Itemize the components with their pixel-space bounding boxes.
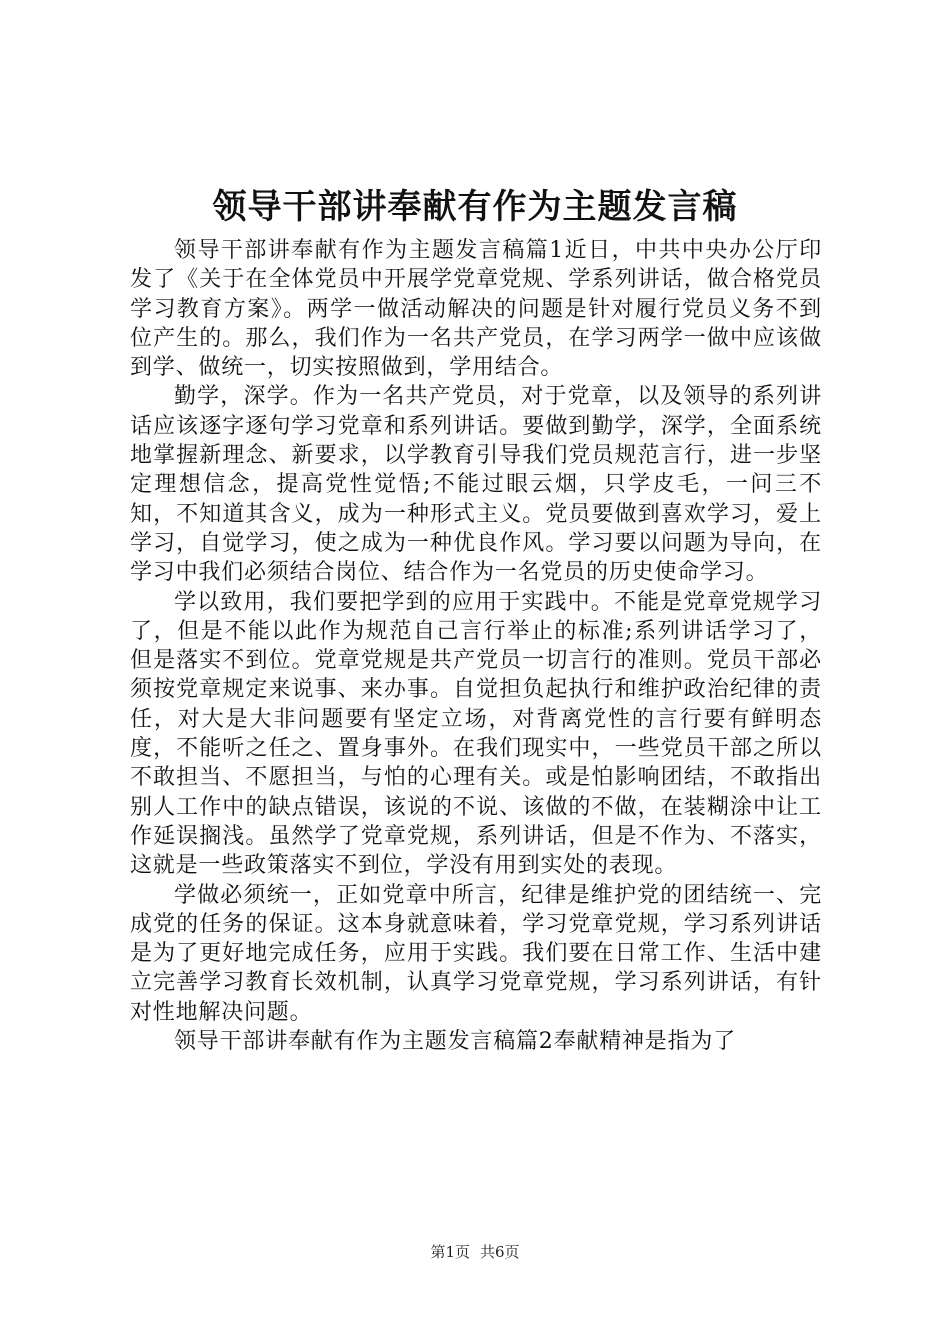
- document-title: 领导干部讲奉献有作为主题发言稿: [212, 187, 738, 227]
- page-number-current: 第1页: [430, 1243, 470, 1261]
- body-paragraph: 学以致用，我们要把学到的应用于实践中。不能是党章党规学习了，但是不能以此作为规范自己言行举止的标准;系列讲话学习了，但是落实不到位。党章党规是共产党员一切言行的准则。党员干部必须按党章规定来说事、来办事。自觉担负起执行和维护政治纪律的责任，对大是大非问题要有坚定立场，对背离党性的言行要有鲜明态度，不能听之任之、置身事外。在我们现实中，一些党员干部之所以不敢担当、不愿担当，与怕的心理有关。或是怕影响团结，不敢指出别人工作中的缺点错误，该说的不说、该做的不做，在装糊涂中让工作延误搁浅。虽然学了党章党规，系列讲话，但是不作为、不落实，这就是一些政策落实不到位，学没有用到实处的表现。: [130, 589, 822, 879]
- body-paragraph: 勤学，深学。作为一名共产党员，对于党章，以及领导的系列讲话应该逐字逐句学习党章和系列讲话。要做到勤学，深学，全面系统地掌握新理念、新要求，以学教育引导我们党员规范言行，进一步坚定理想信念，提高党性觉悟;不能过眼云烟，只学皮毛，一问三不知，不知道其含义，成为一种形式主义。党员要做到喜欢学习，爱上学习，自觉学习，使之成为一种优良作风。学习要以问题为导向，在学习中我们必须结合岗位、结合作为一名党员的历史使命学习。: [130, 384, 822, 586]
- page-number-total: 共6页: [480, 1243, 520, 1261]
- page-footer: [0, 1241, 950, 1263]
- document-body: [130, 236, 822, 1056]
- body-paragraph: 领导干部讲奉献有作为主题发言稿篇2奉献精神是指为了: [174, 1029, 736, 1055]
- body-paragraph: 学做必须统一，正如党章中所言，纪律是维护党的团结统一、完成党的任务的保证。这本身就意味着，学习党章党规，学习系列讲话是为了更好地完成任务，应用于实践。我们要在日常工作、生活中建立完善学习教育长效机制，认真学习党章党规，学习系列讲话，有针对性地解决问题。: [130, 882, 822, 1025]
- body-paragraph: 领导干部讲奉献有作为主题发言稿篇1近日，中共中央办公厅印发了《关于在全体党员中开展学党章党规、学系列讲话，做合格党员学习教育方案》。两学一做活动解决的问题是针对履行党员义务不到位产生的。那么，我们作为一名共产党员，在学习两学一做中应该做到学、做统一，切实按照做到，学用结合。: [130, 238, 822, 381]
